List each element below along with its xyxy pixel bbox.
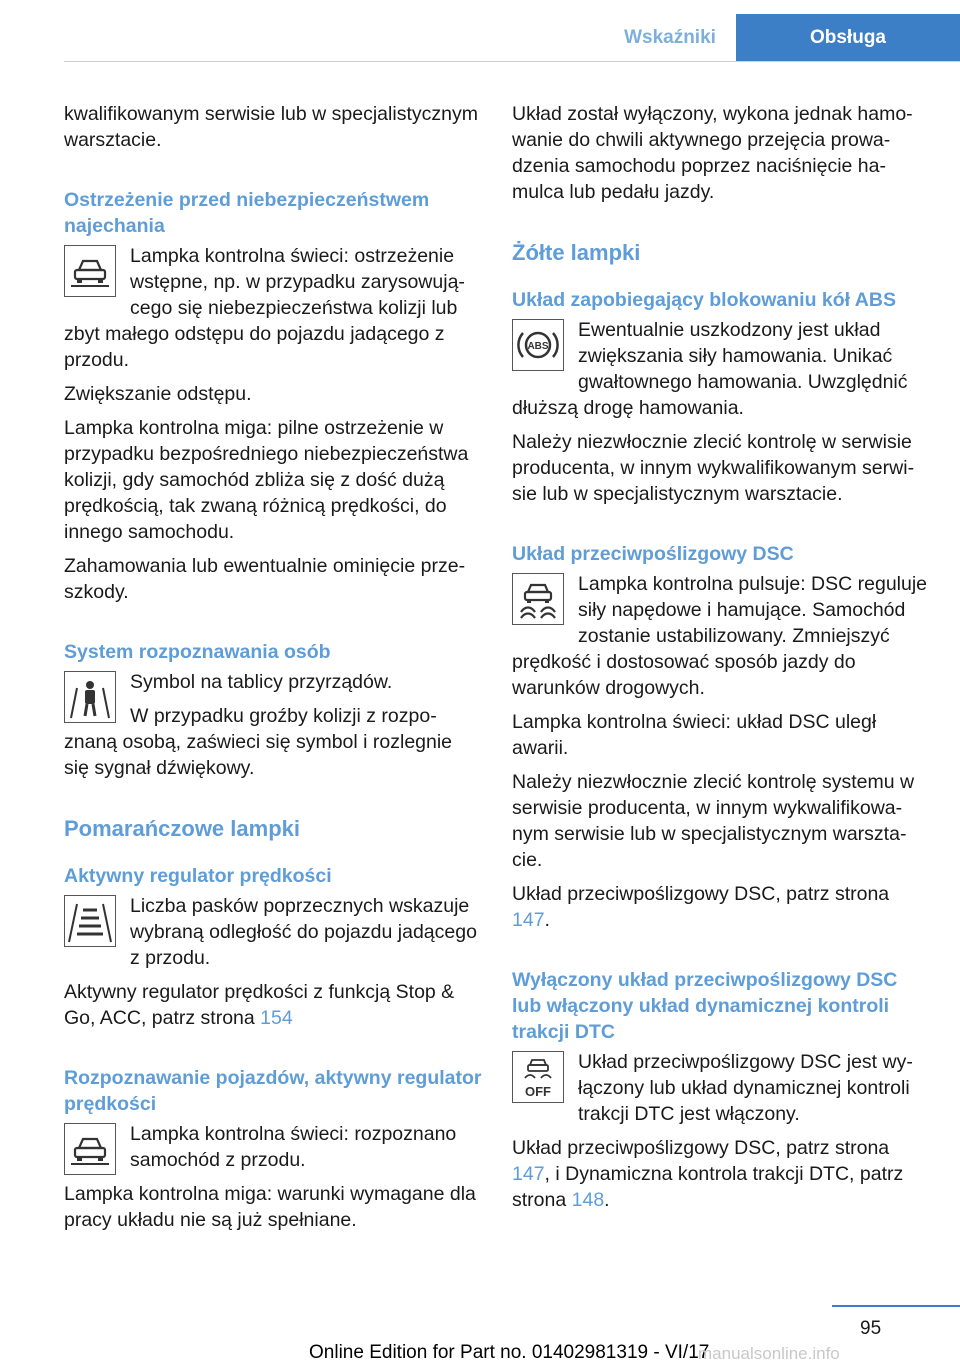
paragraph: Zahamowania lub ewentualnie ominięcie przeszkody. <box>64 555 466 603</box>
paragraph-text: Aktywny regulator prędkości z funkcją Stop & Go, ACC, patrz strona <box>64 981 455 1029</box>
paragraph: Lampka kontrolna miga: warunki wymagane dla pracy układu nie są już spełniane. <box>64 1183 476 1231</box>
edition-footer: Online Edition for Part no. 01402981319 - VI/17 <box>309 1342 710 1363</box>
dsc-off-icon-label: OFF <box>525 1084 551 1099</box>
tab-obsluga[interactable]: Obsługa <box>736 14 960 62</box>
paragraph-text: Układ przeciwpoślizgowy DSC, patrz strona <box>512 883 890 905</box>
paragraph: W przypadku groźby kolizji z rozpoznaną osobą, zaświeci się symbol i rozlegnie się sygnał dźwiękowy. <box>64 705 453 779</box>
paragraph: Układ został wyłączony, wykona jednak hamowanie do chwili aktywnego przejęcia prowadzenia samochodu poprzez naciśnięcie hamulca lub pedału jazdy. <box>512 103 913 203</box>
paragraph-text: , i Dynamiczna kontrola trakcji DTC, patrz strona <box>512 1163 904 1211</box>
pedestrian-icon <box>64 671 116 723</box>
abs-icon-label: ABS <box>527 341 549 352</box>
paragraph <box>64 979 482 1031</box>
page-link[interactable]: 147 <box>512 1163 545 1185</box>
collision-warning-block <box>64 243 482 373</box>
paragraph: Lampka kontrolna świeci: rozpoznano samochód z przodu. <box>130 1123 457 1171</box>
paragraph: Lampka kontrolna świeci: układ DSC uległ awarii. <box>512 711 877 759</box>
paragraph-text: . <box>604 1189 610 1211</box>
dsc-off-icon <box>512 1051 564 1103</box>
paragraph <box>512 1135 930 1213</box>
paragraph: Ewentualnie uszkodzony jest układ zwiększania siły hamowania. Unikać gwałtownego hamowania. Uwzględnić dłuższą drogę hamowania. <box>512 319 908 419</box>
paragraph-text: . <box>544 909 550 931</box>
collision-warning-icon <box>64 245 116 297</box>
dsc-block <box>512 571 930 701</box>
paragraph: Lampka kontrolna pulsuje: DSC reguluje siły napędowe i hamujące. Samochód zostanie ustabilizowany. Zmniejszyć prędkość i dostosować sposób jazdy do warunków drogowych. <box>512 573 928 699</box>
page-link[interactable]: 154 <box>260 1007 293 1029</box>
person-warning-block <box>64 669 482 781</box>
paragraph: Lampka kontrolna miga: pilne ostrzeżenie w przypadku bezpośredniego niebezpieczeństwa kolizji, gdy samochód zbliża się z dość dużą prędkością, tak zwaną różnicą prędkości, do innego samochodu. <box>64 417 469 543</box>
chapter-heading: Żółte lampki <box>512 240 641 265</box>
right-column <box>512 101 930 1221</box>
paragraph <box>512 881 930 933</box>
chapter-heading: Pomarańczowe lampki <box>64 816 300 841</box>
page-link[interactable]: 147 <box>512 909 545 931</box>
paragraph: Układ przeciwpoślizgowy DSC jest wyłączony lub układ dynamicznej kontroli trakcji DTC jest włączony. <box>578 1051 913 1125</box>
left-column <box>64 101 482 1241</box>
header-divider <box>64 61 960 62</box>
paragraph-text: Układ przeciwpoślizgowy DSC, patrz strona <box>512 1137 890 1159</box>
paragraph: Zwiększanie odstępu. <box>64 383 252 405</box>
section-heading: Układ zapobiegający blokowaniu kół ABS <box>512 289 896 311</box>
tab-wskazniki[interactable]: Wskaźniki <box>624 27 716 48</box>
dsc-icon <box>512 573 564 625</box>
paragraph: Liczba pasków poprzecznych wskazuje wybraną odległość do pojazdu jadącego z przodu. <box>130 895 477 969</box>
abs-icon <box>512 319 564 371</box>
paragraph: Lampka kontrolna świeci: ostrzeżenie wstępne, np. w przypadku zarysowującego się niebezpieczeństwa kolizji lub zbyt małego odstępu do pojazdu jadącego z przodu. <box>64 245 465 371</box>
acc-block <box>64 893 482 971</box>
dsc-off-block <box>512 1049 930 1127</box>
page-number: 95 <box>860 1318 882 1339</box>
section-heading: Układ przeciwpoślizgowy DSC <box>512 543 794 565</box>
section-heading: Wyłączony układ przeciwpoślizgowy DSC lub włączony układ dynamicznej kontroli trakcji DTC <box>512 969 898 1043</box>
vehicle-detected-icon <box>64 1123 116 1175</box>
vehicle-detect-block <box>64 1121 482 1233</box>
page-link[interactable]: 148 <box>571 1189 605 1211</box>
watermark: manualsonline.info <box>698 1344 840 1363</box>
paragraph: Należy niezwłocznie zlecić kontrolę systemu w serwisie producenta, w innym wykwalifikowanym serwisie lub w specjalistycznym warsztacie. <box>512 771 915 871</box>
section-heading: Aktywny regulator prędkości <box>64 865 332 887</box>
abs-block <box>512 317 930 421</box>
paragraph: kwalifikowanym serwisie lub w specjalistycznym warsztacie. <box>64 103 478 151</box>
footer-accent-line <box>832 1305 960 1307</box>
paragraph: Należy niezwłocznie zlecić kontrolę w serwisie producenta, w innym wykwalifikowanym serwisie lub w specjalistycznym warsztacie. <box>512 431 915 505</box>
section-heading: Rozpoznawanie pojazdów, aktywny regulator prędkości <box>64 1067 482 1115</box>
section-heading: Ostrzeżenie przed niebezpieczeństwem najechania <box>64 189 430 237</box>
distance-bars-icon <box>64 895 116 947</box>
paragraph: Symbol na tablicy przyrządów. <box>130 671 393 693</box>
section-heading: System rozpoznawania osób <box>64 641 331 663</box>
